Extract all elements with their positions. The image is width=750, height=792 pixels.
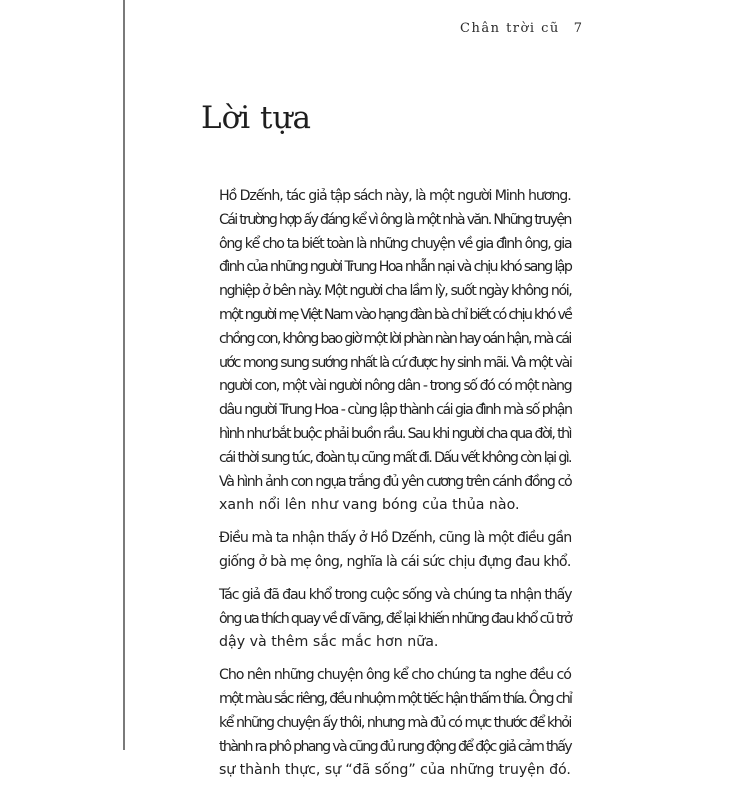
text-line: chồng con, không bao giờ một lời phàn nàn hay oán hận, mà cái	[219, 330, 571, 347]
text-line: sự thành thực, sự “đã sống” của những truyện đó.	[219, 762, 571, 779]
text-line: Điều mà ta nhận thấy ở Hồ Dzếnh, cũng là một điều gần	[219, 530, 572, 547]
text-line: dậy và thêm sắc mắc hơn nữa.	[219, 634, 439, 651]
text-line: một người mẹ Việt Nam vào hạng đàn bà chỉ biết có chịu khó về	[219, 306, 572, 323]
text-line: xanh nổi lên như vang bóng của thủa nào.	[219, 497, 520, 514]
text-line: cái thời sung túc, đoàn tụ cũng mất đi. Dấu vết không còn lại gì.	[219, 449, 571, 466]
chapter-title: Lời tựa	[201, 100, 311, 136]
text-line: Hồ Dzếnh, tác giả tập sách này, là một người Minh hương.	[219, 188, 571, 204]
running-title: Chân trời cũ	[460, 21, 560, 36]
text-line: Cái trường hợp ấy đáng kể vì ông là một nhà văn. Những truyện	[219, 211, 571, 228]
text-line: hình như bắt buộc phải buồn rầu. Sau khi người cha qua đời, thì	[219, 425, 571, 442]
text-line: dâu người Trung Hoa - cùng lập thành cái gia đình mà số phận	[219, 402, 572, 419]
text-line: ông ưa thích quay về dĩ vãng, để lại khiến những đau khổ cũ trở	[219, 610, 572, 627]
paragraph	[201, 584, 571, 655]
text-line: Tác giả đã đau khổ trong cuộc sống và chúng ta nhận thấy	[219, 586, 572, 603]
text-line: đình của những người Trung Hoa nhẫn nại và chịu khó sang lập	[219, 259, 572, 276]
text-line: Cho nên những chuyện ông kể cho chúng ta nghe đều có	[219, 667, 571, 684]
body-text	[201, 185, 571, 792]
text-line: người con, một vài người nông dân - trong số đó có một nàng	[219, 378, 572, 395]
text-line: kể những chuyện ấy thôi, nhưng mà đủ có mực thước để khỏi	[219, 714, 571, 731]
paragraph	[201, 185, 571, 518]
page-number: 7	[573, 21, 583, 36]
paragraph	[201, 664, 571, 783]
text-line: giống ở bà mẹ ông, nghĩa là cái sức chịu đựng đau khổ.	[219, 553, 571, 570]
running-header	[460, 21, 620, 36]
paragraph	[201, 527, 571, 575]
text-line: Và hình ảnh con ngựa trắng đủ yên cương trên cánh đồng cỏ	[219, 473, 572, 490]
text-line: thành ra phô phang và cũng đủ rung động để độc giả cảm thấy	[219, 738, 571, 755]
text-line: nghiệp ở bên này. Một người cha lầm lỳ, suốt ngày không nói,	[219, 283, 572, 300]
page-edge-divider	[123, 0, 125, 750]
text-line: một màu sắc riêng, đều nhuộm một tiếc hận thấm thía. Ông chỉ	[219, 690, 572, 707]
text-line: ông kể cho ta biết toàn là những chuyện về gia đình ông, gia	[219, 235, 572, 252]
text-line: ước mong sung sướng nhất là cứ được hy sinh mãi. Và một vài	[219, 354, 572, 371]
